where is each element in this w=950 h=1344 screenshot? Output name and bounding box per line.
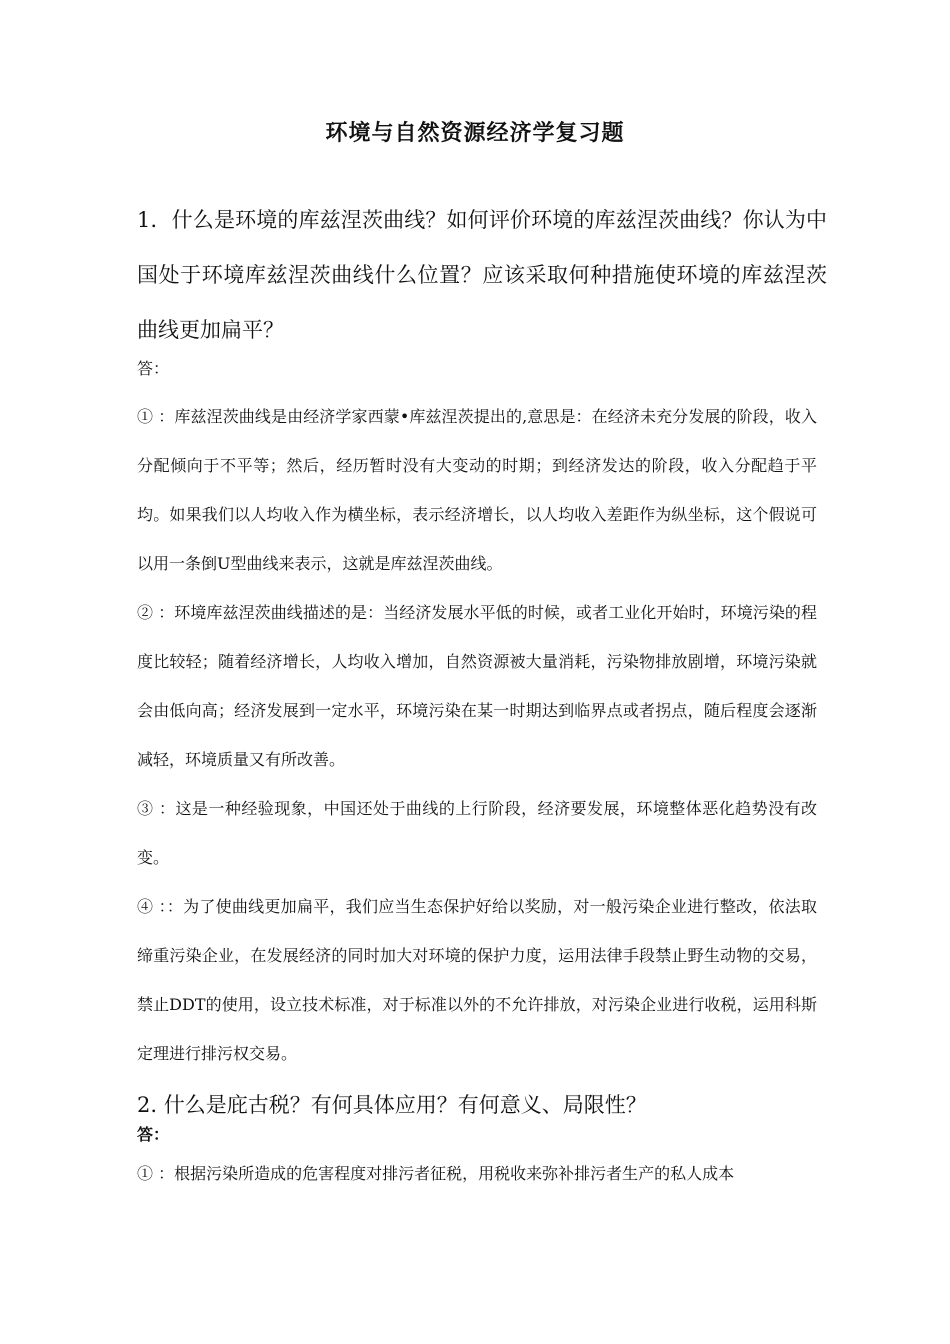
question-1: 1．什么是环境的库兹涅茨曲线？如何评价环境的库兹涅茨曲线？你认为中国处于环境库兹涅茨曲线什么位置？应该采取何种措施使环境的库兹涅茨曲线更加扁平？ [137, 208, 827, 342]
answer-label-1: 答： [137, 359, 170, 378]
answer-1-point-4: ④ ：：为了使曲线更加扁平，我们应当生态保护好给以奖励，对一般污染企业进行整改，依法取缔重污染企业，在发展经济的同时加大对环境的保护力度，运用法律手段禁止野生动物的交易，禁止DDT的使用，设立技术标准，对于标准以外的不允许排放，对污染企业进行收税，运用科斯定理进行排污权交易。 [137, 897, 817, 1063]
answer-1-point-1: ① ：库兹涅茨曲线是由经济学家西蒙•库兹涅茨提出的,意思是：在经济未充分发展的阶段，收入分配倾向于不平等；然后，经历暂时没有大变动的时期；到经济发达的阶段，收入分配趋于平均。如果我们以人均收入作为横坐标，表示经济增长，以人均收入差距作为纵坐标，这个假说可以用一条倒U型曲线来表示，这就是库兹涅茨曲线。 [137, 407, 817, 573]
question-2: 2. 什么是庇古税？有何具体应用？有何意义、局限性？ [137, 1093, 647, 1117]
answer-2-point-1: ① ：根据污染所造成的危害程度对排污者征税，用税收来弥补排污者生产的私人成本 [137, 1164, 735, 1183]
document-title: 环境与自然资源经济学复习题 [325, 121, 625, 146]
answer-label-2: 答： [137, 1125, 170, 1144]
answer-1-point-2: ② ：环境库兹涅茨曲线描述的是：当经济发展水平低的时候，或者工业化开始时，环境污染的程度比较轻；随着经济增长，人均收入增加，自然资源被大量消耗，污染物排放剧增，环境污染就会由低向高；经济发展到一定水平，环境污染在某一时期达到临界点或者拐点，随后程度会逐渐减轻，环境质量又有所改善。 [137, 603, 817, 769]
answer-1-point-3: ③ ：这是一种经验现象，中国还处于曲线的上行阶段，经济要发展，环境整体恶化趋势没有改变。 [137, 799, 817, 867]
